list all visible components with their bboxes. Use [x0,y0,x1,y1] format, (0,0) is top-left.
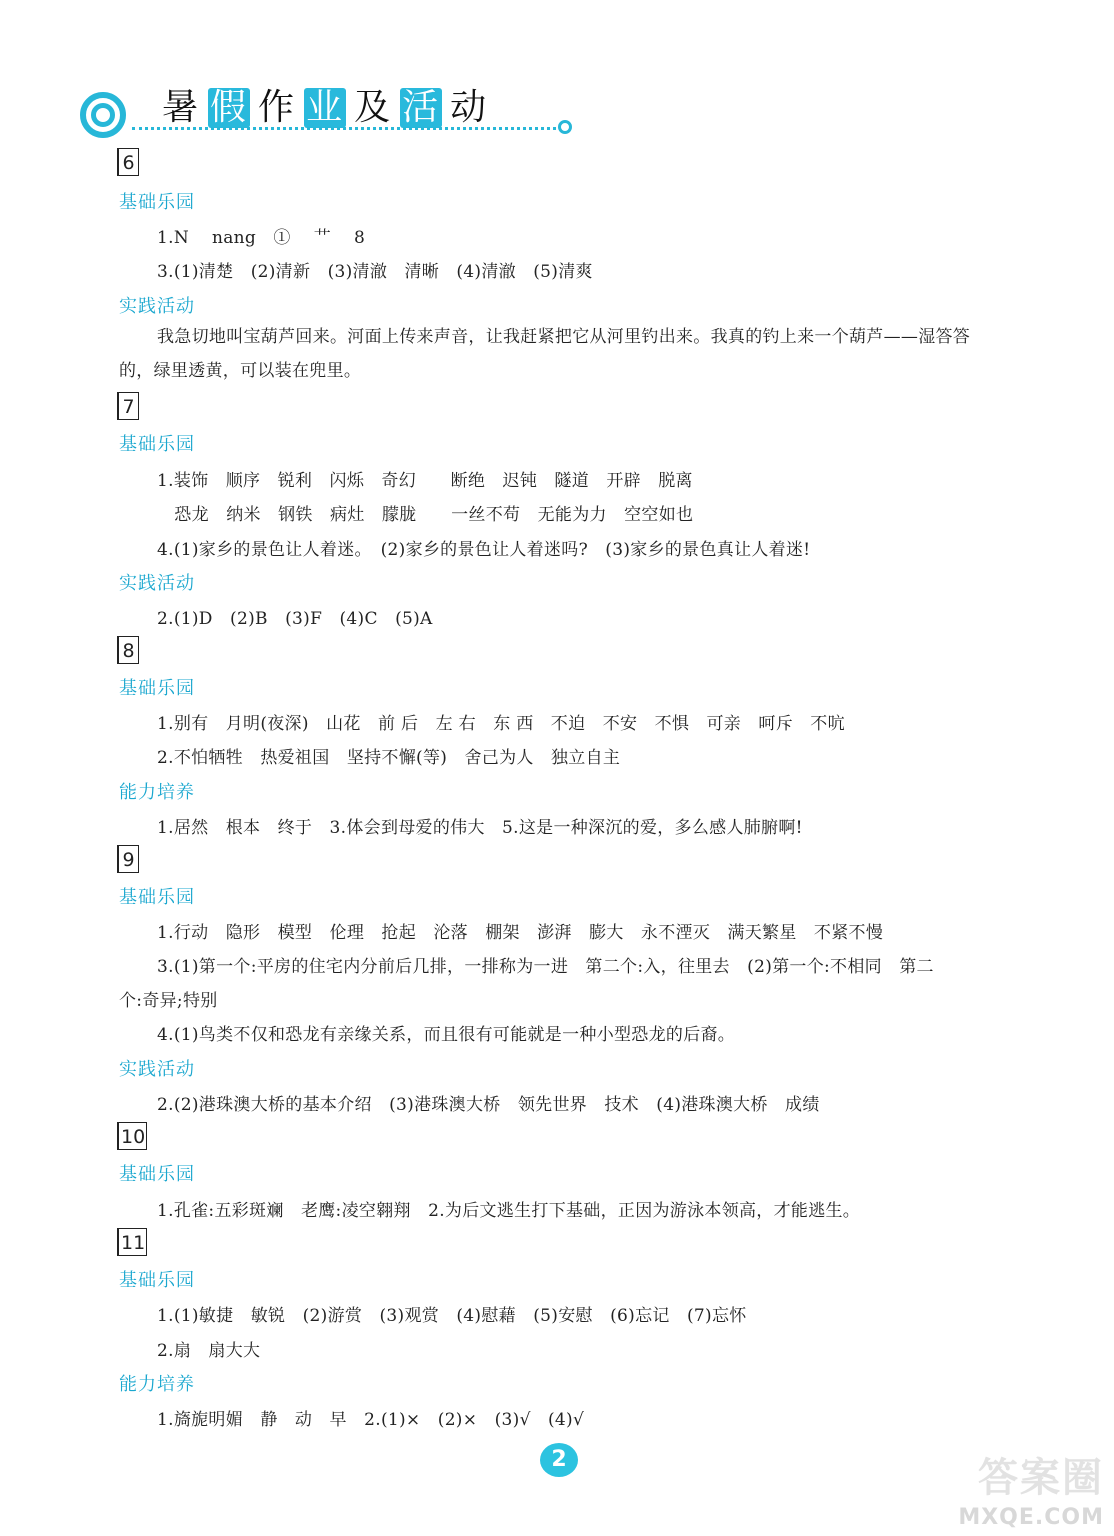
unit-number: 8 [117,636,139,664]
unit-number: 11 [117,1228,147,1256]
answer-line: 1.别有 月明(夜深) 山花 前 后 左 右 东 西 不迫 不安 不惧 可亲 呵斥 不吭 [157,714,845,734]
section-title: 基础乐园 [119,678,195,699]
page-number: 2 [540,1443,578,1477]
answer-line: 4.(1)鸟类不仅和恐龙有亲缘关系，而且很有可能就是一种小型恐龙的后裔。 [157,1025,736,1045]
watermark-logo: 答案圈 [978,1455,1104,1501]
page-header [80,84,580,144]
section-title: 基础乐园 [119,1164,195,1185]
unit-number: 9 [117,845,139,873]
answer-line: 3.(1)第一个:平房的住宅内分前后几排，一排称为一进 第二个:入，往里去 (2)第一个:不相同 第二 [157,957,934,977]
answer-line: 1.N nang ① 艹 8 [157,228,366,248]
unit-number: 10 [117,1122,147,1150]
title-char: 及 [354,87,393,128]
section-title: 实践活动 [119,573,195,594]
unit-number: 6 [117,148,139,176]
title-char: 暑 [162,87,201,128]
answer-line: 1.(1)敏捷 敏锐 (2)游赏 (3)观赏 (4)慰藉 (5)安慰 (6)忘记 (7)忘怀 [157,1306,747,1326]
section-title: 实践活动 [119,296,195,317]
answer-line: 1.旖旎明媚 静 动 早 2.(1)× (2)× (3)√ (4)√ [157,1410,585,1430]
section-title: 基础乐园 [119,434,195,455]
answer-line: 恐龙 纳米 钢铁 病灶 朦胧 一丝不苟 无能为力 空空如也 [157,505,694,525]
answer-line: 2.(2)港珠澳大桥的基本介绍 (3)港珠澳大桥 领先世界 技术 (4)港珠澳大桥 成绩 [157,1095,820,1115]
title-char: 假 [210,87,249,128]
section-title: 基础乐园 [119,192,195,213]
header-inner-circle-icon [91,103,115,127]
unit-number: 7 [117,392,139,420]
section-title: 基础乐园 [119,1270,195,1291]
header-title [160,88,490,128]
answer-line: 2.扇 扇大大 [157,1341,261,1361]
answer-line: 3.(1)清楚 (2)清新 (3)清澈 清晰 (4)清澈 (5)清爽 [157,262,593,282]
answer-line: 2.不怕牺牲 热爱祖国 坚持不懈(等) 舍己为人 独立自主 [157,748,621,768]
header-end-dot-icon [558,120,572,134]
section-title: 能力培养 [119,782,195,803]
title-char: 活 [402,87,441,128]
title-char: 动 [450,87,489,128]
answer-line: 1.行动 隐形 模型 伦理 抢起 沦落 棚架 澎湃 膨大 永不湮灭 满天繁星 不紧不慢 [157,923,884,943]
answer-line: 4.(1)家乡的景色让人着迷。 (2)家乡的景色让人着迷吗? (3)家乡的景色真让人着迷! [157,540,811,560]
title-char: 业 [306,87,345,128]
answer-line: 1.装饰 顺序 锐利 闪烁 奇幻 断绝 迟钝 隧道 开辟 脱离 [157,471,693,491]
watermark [954,1446,1104,1530]
answer-line: 个:奇异;特别 [119,991,218,1011]
header-dotted-line [132,127,562,130]
section-title: 能力培养 [119,1374,195,1395]
title-char: 作 [258,87,297,128]
answer-line: 1.居然 根本 终于 3.体会到母爱的伟大 5.这是一种深沉的爱，多么感人肺腑啊! [157,818,803,838]
answer-line: 2.(1)D (2)B (3)F (4)C (5)A [157,609,433,629]
watermark-url: MXQE.COM [958,1505,1104,1530]
answer-paragraph: 我急切地叫宝葫芦回来。河面上传来声音，让我赶紧把它从河里钓出来。我真的钓上来一个葫芦——湿答答的，绿里透黄，可以装在兜里。 [119,327,971,381]
section-title: 基础乐园 [119,887,195,908]
answer-line: 1.孔雀:五彩斑斓 老鹰:凌空翱翔 2.为后文逃生打下基础，正因为游泳本领高，才能逃生。 [157,1201,861,1221]
section-title: 实践活动 [119,1059,195,1080]
